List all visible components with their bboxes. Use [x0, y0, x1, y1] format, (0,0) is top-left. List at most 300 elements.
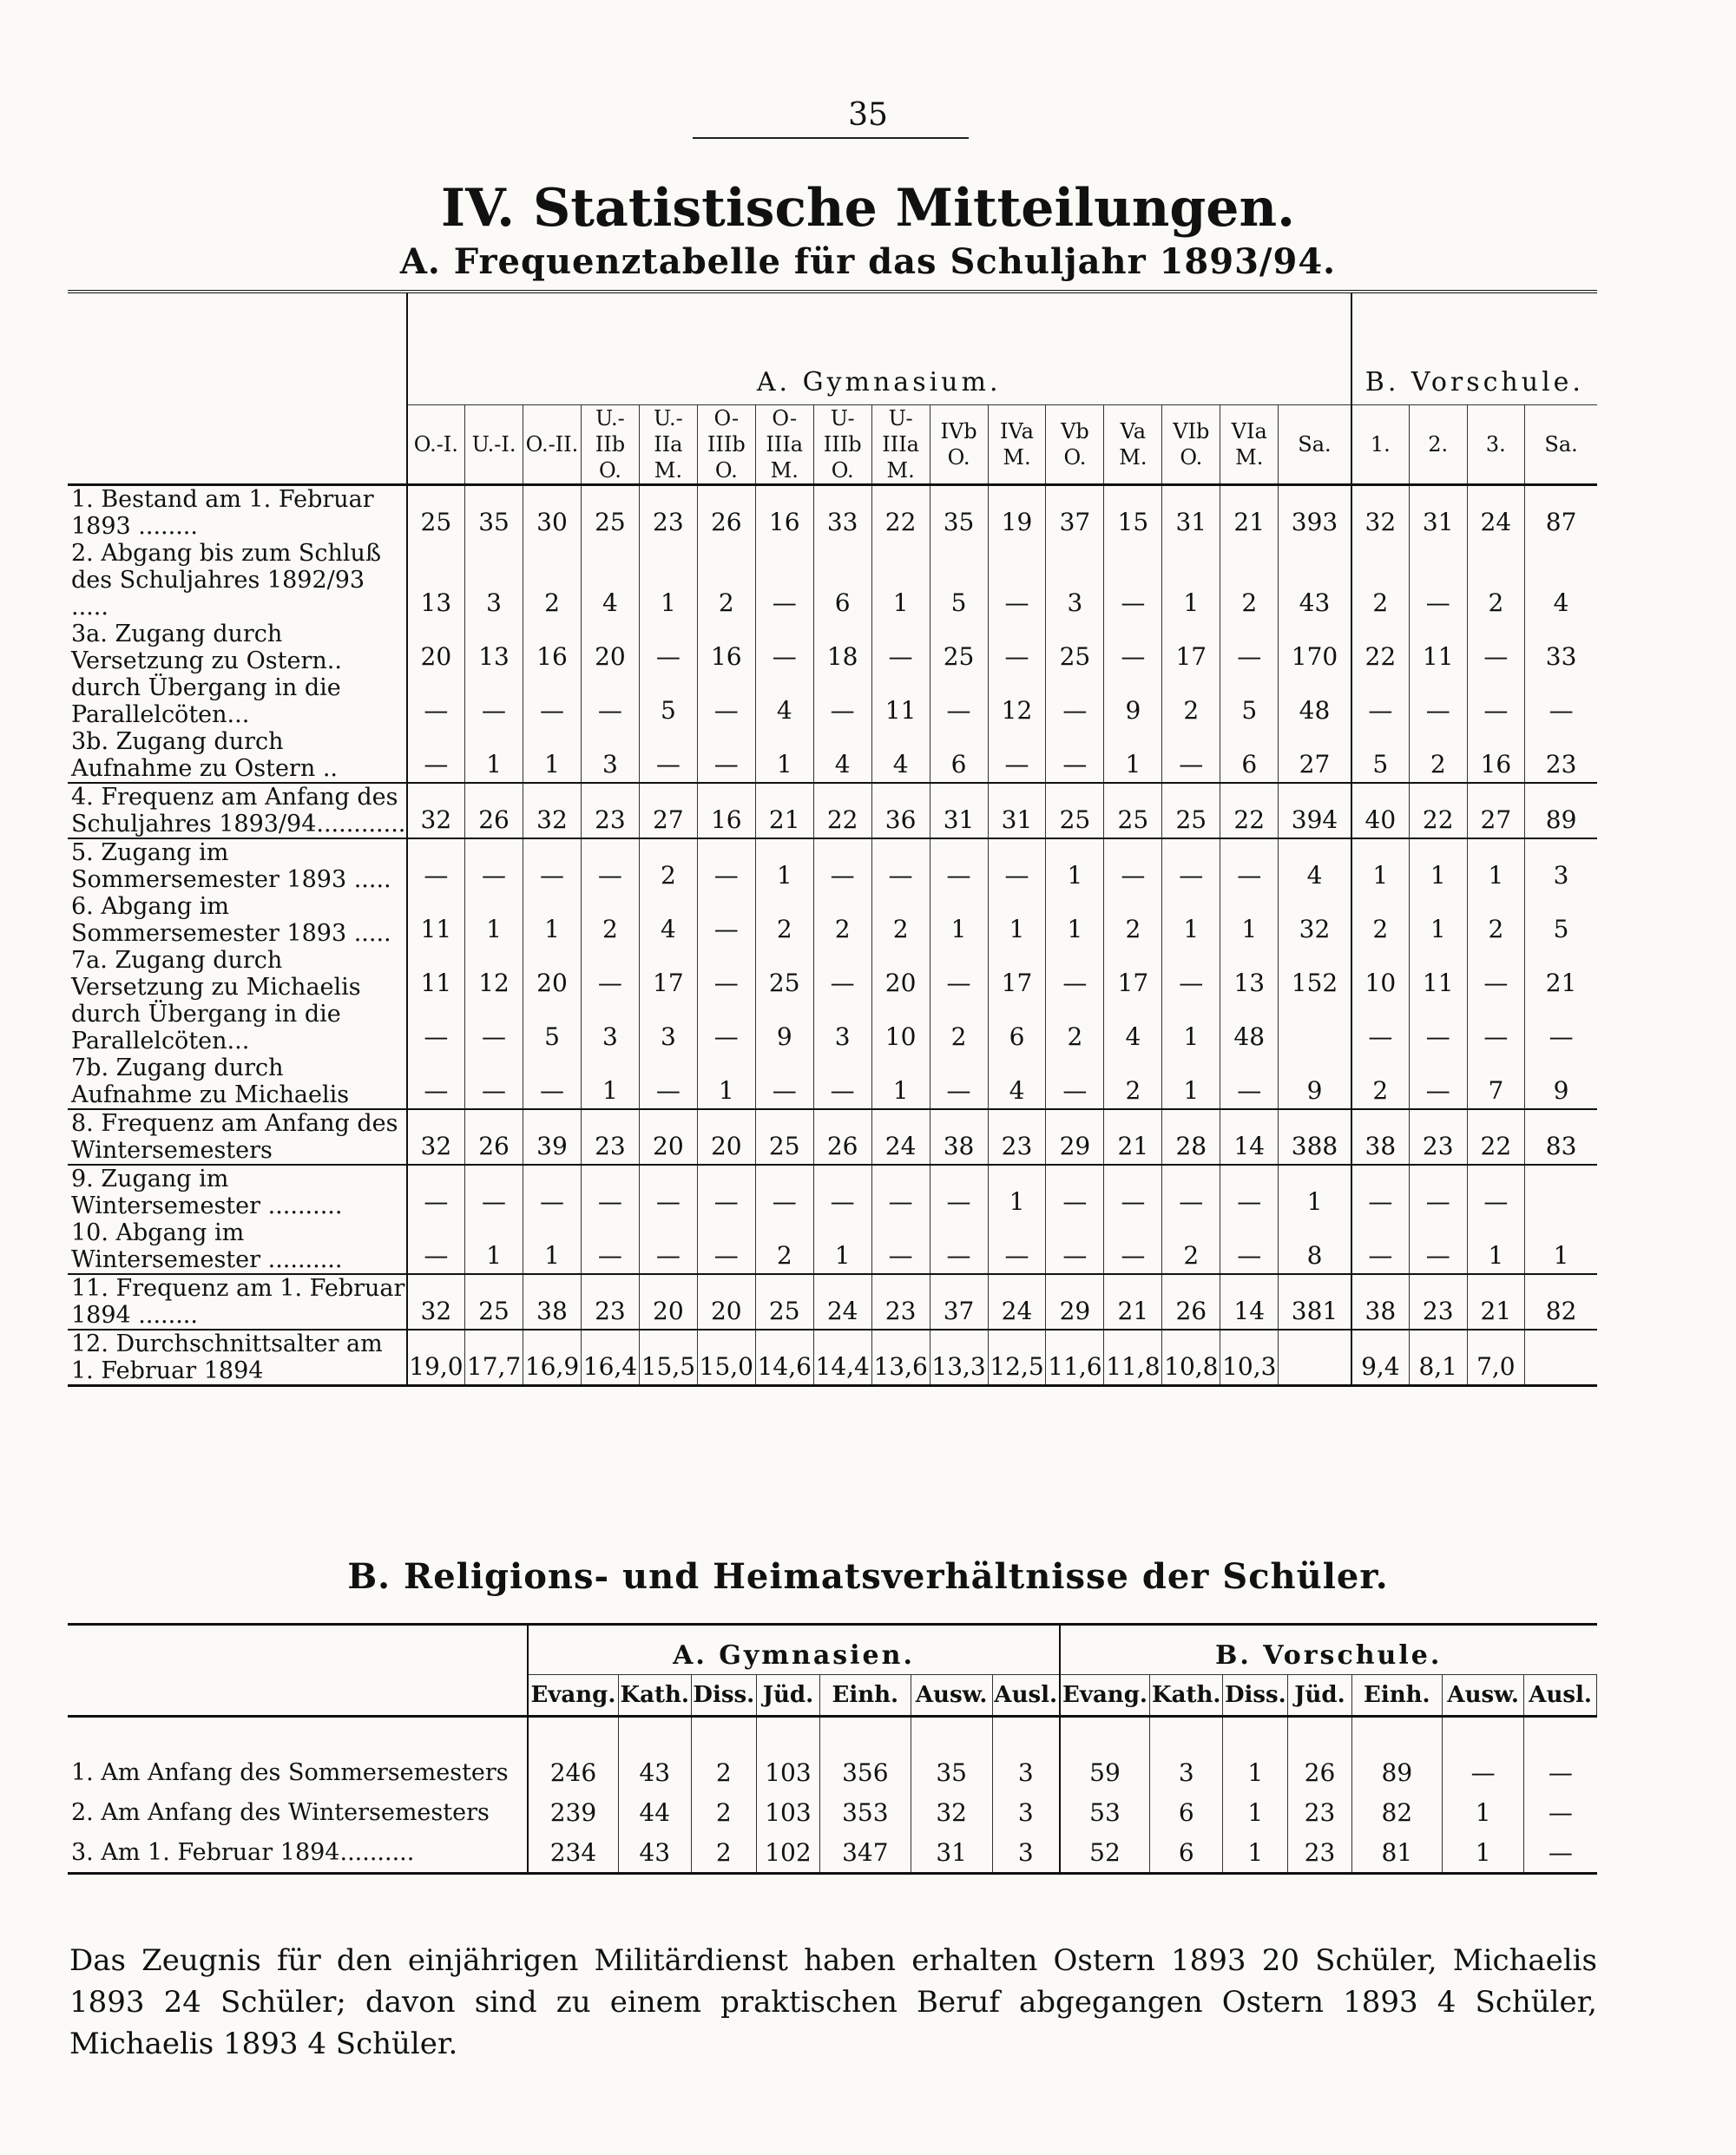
table-cell: 22	[1409, 783, 1467, 838]
table-cell: —	[988, 838, 1046, 893]
table-cell: 9	[1104, 674, 1162, 728]
table-cell: 11,8	[1104, 1330, 1162, 1386]
table-cell: 30	[523, 485, 582, 541]
table-cell: 23	[871, 1274, 930, 1330]
table-cell: 33	[1545, 642, 1577, 671]
rel-row-label: 1. Am Anfang des Sommersemesters	[68, 1717, 528, 1793]
table-cell: 1	[988, 1165, 1046, 1219]
table-cell: 388	[1279, 1109, 1351, 1165]
table-cell: —	[1409, 1165, 1467, 1219]
table-cell: —	[930, 1165, 988, 1219]
table-cell: 27	[1467, 783, 1525, 838]
table-cell: 28	[1162, 1109, 1220, 1165]
table-row	[68, 1001, 1597, 1055]
table-cell: —	[1162, 728, 1220, 783]
rel-table-cell: 1	[1223, 1792, 1288, 1832]
table-cell: 26	[465, 1109, 523, 1165]
row-label: 7a. Zugang durch Versetzung zu Michaelis	[68, 947, 407, 1001]
table-cell: 11	[407, 947, 465, 1001]
table-cell: —	[697, 838, 755, 893]
rel-table-cell: 89	[1351, 1717, 1443, 1793]
rel-table-row	[68, 1792, 1597, 1832]
table-cell: 2	[1351, 1055, 1410, 1109]
table-cell: —	[871, 838, 930, 893]
table-cell: 21	[1467, 1274, 1525, 1330]
rel-column-header: Kath.	[1150, 1675, 1223, 1717]
table-cell: 3	[581, 728, 639, 783]
top-rule	[693, 137, 969, 139]
table-cell: 20	[523, 947, 582, 1001]
table-cell: 32	[407, 1274, 465, 1330]
table-row	[68, 621, 1597, 674]
table-cell: 19,0	[407, 1330, 465, 1386]
table-cell: —	[1467, 947, 1525, 1001]
column-header: 1.	[1351, 405, 1410, 485]
table-cell: —	[1409, 540, 1467, 621]
table-cell: —	[871, 1219, 930, 1274]
table-cell: —	[1467, 1001, 1525, 1055]
table-cell: 14,6	[755, 1330, 813, 1386]
table-cell: 31	[988, 783, 1046, 838]
table-cell: —	[988, 1219, 1046, 1274]
table-cell: 10	[1351, 947, 1410, 1001]
rel-column-header: Ausl.	[1524, 1675, 1597, 1717]
table-cell: 40	[1351, 783, 1410, 838]
table-cell: 2	[1162, 1219, 1220, 1274]
table-cell: 13,6	[871, 1330, 930, 1386]
table-cell: —	[407, 838, 465, 893]
table-row	[68, 1165, 1597, 1219]
table-row	[68, 1219, 1597, 1274]
group-vorschule-header: B. Vorschule.	[1351, 292, 1597, 405]
table-cell: 13,3	[930, 1330, 988, 1386]
table-cell: 2	[697, 540, 755, 621]
column-header: Va M.	[1104, 405, 1162, 485]
table-cell: 89	[1525, 783, 1597, 838]
table-cell: 5	[1220, 674, 1279, 728]
rel-table-cell: 2	[691, 1717, 756, 1793]
table-cell: —	[697, 1165, 755, 1219]
table-cell: 1	[755, 728, 813, 783]
table-cell: 24	[813, 1274, 871, 1330]
table-cell: —	[697, 674, 755, 728]
table-cell: —	[930, 1055, 988, 1109]
table-cell: 32	[407, 783, 465, 838]
table-cell: —	[1104, 1165, 1162, 1219]
table-cell: —	[1104, 1219, 1162, 1274]
table-cell	[1525, 1330, 1597, 1386]
table-cell: 1	[1409, 838, 1467, 893]
table-cell: 394	[1279, 783, 1351, 838]
rel-table-cell: 2	[691, 1792, 756, 1832]
table-cell: 1	[988, 893, 1046, 947]
table-cell: 35	[465, 485, 523, 541]
table-cell: 32	[1279, 893, 1351, 947]
table-cell: 1	[755, 838, 813, 893]
table-row	[68, 485, 1597, 541]
table-cell: —	[639, 728, 697, 783]
table-cell: 2	[1409, 728, 1467, 783]
table-cell: 17	[1162, 621, 1220, 674]
table-row	[68, 540, 1597, 621]
table-cell: —	[813, 838, 871, 893]
table-cell: 11	[871, 674, 930, 728]
table-cell: 87	[1545, 508, 1577, 536]
table-cell: 23	[1525, 728, 1597, 783]
table-cell: 1	[1162, 1001, 1220, 1055]
table-cell: —	[1046, 947, 1104, 1001]
table-cell: 22	[871, 485, 930, 541]
rel-row-label: 2. Am Anfang des Wintersemesters	[68, 1792, 528, 1832]
table-cell: 20	[697, 1274, 755, 1330]
table-cell: 1	[639, 540, 697, 621]
table-cell: 10,3	[1220, 1330, 1279, 1386]
table-cell: 11	[407, 893, 465, 947]
rel-table-row	[68, 1717, 1597, 1793]
table-cell: 25	[1104, 783, 1162, 838]
table-cell: —	[639, 1165, 697, 1219]
table-cell: 1	[697, 1055, 755, 1109]
column-header: IVb O.	[930, 405, 988, 485]
table-cell: —	[697, 947, 755, 1001]
table-cell: —	[988, 540, 1046, 621]
rel-table-cell: 239	[528, 1792, 618, 1832]
rel-table-cell: 347	[820, 1832, 911, 1874]
table-cell: —	[1046, 1219, 1104, 1274]
rel-table-cell: 59	[1060, 1717, 1150, 1793]
table-cell: 1	[581, 1055, 639, 1109]
table-cell: 1	[1162, 540, 1220, 621]
table-cell: 23	[581, 783, 639, 838]
table-cell: 2	[930, 1001, 988, 1055]
rel-table-cell: —	[1548, 1797, 1573, 1827]
table-cell: 4	[1104, 1001, 1162, 1055]
table-cell: —	[407, 674, 465, 728]
table-cell: 13	[465, 621, 523, 674]
table-cell: 25	[755, 1274, 813, 1330]
table-cell: —	[988, 621, 1046, 674]
table-cell: —	[1409, 674, 1467, 728]
table-cell: 32	[1351, 485, 1410, 541]
rel-table-cell: —	[1443, 1717, 1524, 1793]
rel-table-cell: 44	[618, 1792, 691, 1832]
rel-table-cell: 353	[820, 1792, 911, 1832]
table-cell: 6	[1220, 728, 1279, 783]
table-cell: —	[697, 728, 755, 783]
rel-table-cell: 102	[756, 1832, 819, 1874]
table-cell: 25	[755, 947, 813, 1001]
rel-column-header: Jüd.	[756, 1675, 819, 1717]
table-cell: 23	[1409, 1274, 1467, 1330]
row-label: 9. Zugang im Wintersemester ..........	[68, 1165, 407, 1219]
table-row	[68, 893, 1597, 947]
table-cell: 25	[755, 1109, 813, 1165]
table-row	[68, 728, 1597, 783]
table-cell: 1	[1279, 1165, 1351, 1219]
rel-table-cell: 26	[1288, 1717, 1351, 1793]
table-cell: —	[581, 674, 639, 728]
table-cell: 1	[523, 1219, 582, 1274]
table-cell: 15,5	[639, 1330, 697, 1386]
table-cell: 16,4	[581, 1330, 639, 1386]
table-cell: —	[1549, 1022, 1574, 1051]
table-cell: —	[755, 1165, 813, 1219]
table-cell: —	[930, 838, 988, 893]
column-header: 3.	[1467, 405, 1525, 485]
table-cell	[1525, 1165, 1597, 1219]
table-cell: 1	[1409, 893, 1467, 947]
table-cell: —	[1351, 674, 1410, 728]
table-cell: —	[407, 1055, 465, 1109]
table-cell: —	[813, 1165, 871, 1219]
row-label: durch Übergang in die Parallelcöten...	[68, 1001, 407, 1055]
table-cell: —	[697, 1001, 755, 1055]
table-cell: 29	[1046, 1109, 1104, 1165]
table-row	[68, 783, 1597, 838]
table-cell: —	[1104, 621, 1162, 674]
table-cell: 10,8	[1162, 1330, 1220, 1386]
table-cell: 21	[1545, 969, 1577, 997]
row-label: 7b. Zugang durch Aufnahme zu Michaelis	[68, 1055, 407, 1109]
table-cell: 16	[697, 621, 755, 674]
table-cell: 22	[1220, 783, 1279, 838]
table-cell: 3	[639, 1001, 697, 1055]
table-cell: 7,0	[1467, 1330, 1525, 1386]
table-cell: 82	[1525, 1274, 1597, 1330]
rel-column-header: Einh.	[820, 1675, 911, 1717]
rel-column-header: Jüd.	[1288, 1675, 1351, 1717]
table-cell: —	[1351, 1001, 1410, 1055]
table-cell: 25	[1046, 621, 1104, 674]
table-cell: 2	[523, 540, 582, 621]
row-label: 8. Frequenz am Anfang des Wintersemesters	[68, 1109, 407, 1165]
rel-column-header: Ausw.	[1443, 1675, 1524, 1717]
table-cell: —	[1220, 1055, 1279, 1109]
rel-table-cell: 43	[618, 1832, 691, 1874]
table-cell: 20	[871, 947, 930, 1001]
table-cell: 5	[1553, 915, 1569, 943]
table-cell: 16	[1467, 728, 1525, 783]
table-cell: —	[465, 1001, 523, 1055]
table-cell: —	[465, 1055, 523, 1109]
table-cell: 43	[1279, 540, 1351, 621]
column-header: U.-I.	[465, 405, 523, 485]
table-cell: —	[930, 1219, 988, 1274]
table-cell: 3	[1553, 861, 1569, 890]
table-cell: —	[1162, 1165, 1220, 1219]
table-cell: 2	[1351, 893, 1410, 947]
table-cell: 6	[988, 1001, 1046, 1055]
table-cell: 2	[755, 893, 813, 947]
table-cell: —	[465, 674, 523, 728]
rel-column-header: Evang.	[1060, 1675, 1150, 1717]
table-cell: 12	[465, 947, 523, 1001]
rel-table-cell: 82	[1351, 1792, 1443, 1832]
table-cell: —	[523, 1055, 582, 1109]
table-cell: —	[1351, 1165, 1410, 1219]
table-cell: 13	[1220, 947, 1279, 1001]
table-cell: 36	[871, 783, 930, 838]
table-row	[68, 1055, 1597, 1109]
table-cell: 33	[813, 485, 871, 541]
religion-table	[68, 1623, 1597, 1875]
table-cell: —	[581, 838, 639, 893]
table-cell: 22	[1467, 1109, 1525, 1165]
row-label: 3a. Zugang durch Versetzung zu Ostern..	[68, 621, 407, 674]
table-cell: 27	[639, 783, 697, 838]
rel-table-cell: 246	[528, 1717, 618, 1793]
label-header	[68, 292, 407, 485]
rel-table-cell: 6	[1150, 1832, 1223, 1874]
table-cell: 10	[871, 1001, 930, 1055]
table-row	[68, 947, 1597, 1001]
table-cell: 1	[871, 540, 930, 621]
table-cell: —	[1549, 696, 1574, 725]
table-cell: 5	[523, 1001, 582, 1055]
table-cell: 25	[465, 1274, 523, 1330]
table-cell: 21	[1220, 485, 1279, 541]
table-cell: —	[581, 1219, 639, 1274]
rel-column-header: Diss.	[1223, 1675, 1288, 1717]
table-cell: —	[1162, 947, 1220, 1001]
table-cell	[1279, 1330, 1351, 1386]
table-cell: 2	[639, 838, 697, 893]
rel-column-header: Ausw.	[911, 1675, 992, 1717]
group-gymnasium-header: A. Gymnasium.	[407, 292, 1351, 405]
table-cell: 1	[871, 1055, 930, 1109]
table-cell: —	[755, 621, 813, 674]
column-header: O-IIIb O.	[697, 405, 755, 485]
row-label: 2. Abgang bis zum Schluß des Schuljahres 1892/93 .....	[68, 540, 407, 621]
table-cell: 38	[930, 1109, 988, 1165]
column-header: U-IIIb O.	[813, 405, 871, 485]
table-cell: 8	[1279, 1219, 1351, 1274]
table-cell: —	[407, 1165, 465, 1219]
table-cell: 21	[755, 783, 813, 838]
rel-column-header: Kath.	[618, 1675, 691, 1717]
page-title: IV. Statistische Mitteilungen.	[441, 178, 1295, 239]
table-cell: 21	[1104, 1109, 1162, 1165]
table-cell: —	[1046, 674, 1104, 728]
table-cell: —	[755, 540, 813, 621]
section-a-title: A. Frequenztabelle für das Schuljahr 1893/94.	[399, 241, 1337, 282]
rel-column-header: Diss.	[691, 1675, 756, 1717]
table-cell: —	[1162, 838, 1220, 893]
rel-table-cell: —	[1548, 1758, 1573, 1787]
column-header: O-IIIa M.	[755, 405, 813, 485]
table-cell: 4	[639, 893, 697, 947]
table-cell: 22	[813, 783, 871, 838]
column-header: U.-IIa M.	[639, 405, 697, 485]
table-cell: 2	[871, 893, 930, 947]
table-cell: 17	[1104, 947, 1162, 1001]
table-cell: —	[523, 838, 582, 893]
table-cell: 27	[1279, 728, 1351, 783]
rel-table-cell: 3	[992, 1792, 1060, 1832]
table-cell: 20	[639, 1109, 697, 1165]
table-cell: 4	[813, 728, 871, 783]
table-cell: —	[407, 1001, 465, 1055]
table-cell: 1	[523, 893, 582, 947]
column-header: O.-II.	[523, 405, 582, 485]
table-cell: 38	[1351, 1109, 1410, 1165]
column-header: IVa M.	[988, 405, 1046, 485]
rel-group-gymnasien: A. Gymnasien.	[528, 1625, 1060, 1675]
table-cell: —	[1351, 1219, 1410, 1274]
table-cell: 6	[813, 540, 871, 621]
table-cell: 11	[1409, 947, 1467, 1001]
table-cell: —	[1467, 1165, 1525, 1219]
table-cell: —	[407, 728, 465, 783]
table-cell: —	[1046, 1165, 1104, 1219]
column-header: Sa.	[1279, 405, 1351, 485]
frequency-table-body	[68, 485, 1597, 1386]
table-cell: 25	[1162, 783, 1220, 838]
table-row	[68, 674, 1597, 728]
table-cell: —	[523, 674, 582, 728]
table-cell: 26	[1162, 1274, 1220, 1330]
column-header: VIb O.	[1162, 405, 1220, 485]
table-cell: 15,0	[697, 1330, 755, 1386]
religion-table-body	[68, 1717, 1597, 1874]
table-cell: 1	[1525, 1219, 1597, 1274]
table-cell: —	[1220, 621, 1279, 674]
rel-table-cell: 43	[618, 1717, 691, 1793]
table-cell: 16	[755, 485, 813, 541]
row-label: 5. Zugang im Sommersemester 1893 .....	[68, 838, 407, 893]
table-cell: 25	[407, 485, 465, 541]
table-cell: 24	[988, 1274, 1046, 1330]
table-cell: 4	[1279, 838, 1351, 893]
frequency-table	[68, 290, 1597, 1387]
table-cell: 24	[1467, 485, 1525, 541]
table-cell: 5	[639, 674, 697, 728]
table-cell: 14,4	[813, 1330, 871, 1386]
table-cell: 17,7	[465, 1330, 523, 1386]
table-cell: 12,5	[988, 1330, 1046, 1386]
section-b-title: B. Religions- und Heimatsverhältnisse der Schüler.	[347, 1556, 1389, 1597]
table-cell: 31	[930, 783, 988, 838]
table-cell: —	[1220, 1219, 1279, 1274]
rel-table-cell: 35	[911, 1717, 992, 1793]
table-cell: 5	[1351, 728, 1410, 783]
table-row	[68, 1109, 1597, 1165]
rel-table-cell: 52	[1060, 1832, 1150, 1874]
table-cell: —	[755, 1055, 813, 1109]
table-cell: 5	[930, 540, 988, 621]
table-cell: 381	[1279, 1274, 1351, 1330]
rel-table-cell: 6	[1150, 1792, 1223, 1832]
table-cell: —	[1467, 674, 1525, 728]
column-header: 2.	[1409, 405, 1467, 485]
footnote-paragraph: Das Zeugnis für den einjährigen Militärdienst haben erhalten Ostern 1893 20 Schüler, Michaelis 1893 24 Schüler; davon sind zu einem praktischen Beruf abgegangen Ostern 1893 4 Schüler, Michaelis 1893 4 Schüler.	[69, 1943, 1597, 2061]
table-cell: 2	[755, 1219, 813, 1274]
table-cell: 9	[1279, 1055, 1351, 1109]
table-cell: 4	[988, 1055, 1046, 1109]
table-cell: 8,1	[1409, 1330, 1467, 1386]
table-cell: 23	[639, 485, 697, 541]
rel-table-cell: 32	[911, 1792, 992, 1832]
table-cell: 26	[465, 783, 523, 838]
table-cell: —	[581, 1165, 639, 1219]
table-cell: 3	[1046, 540, 1104, 621]
table-cell: 83	[1525, 1109, 1597, 1165]
table-cell: 3	[465, 540, 523, 621]
table-cell: 2	[581, 893, 639, 947]
rel-table-cell: 3	[1150, 1717, 1223, 1793]
table-cell: 32	[523, 783, 582, 838]
table-cell: 4	[755, 674, 813, 728]
